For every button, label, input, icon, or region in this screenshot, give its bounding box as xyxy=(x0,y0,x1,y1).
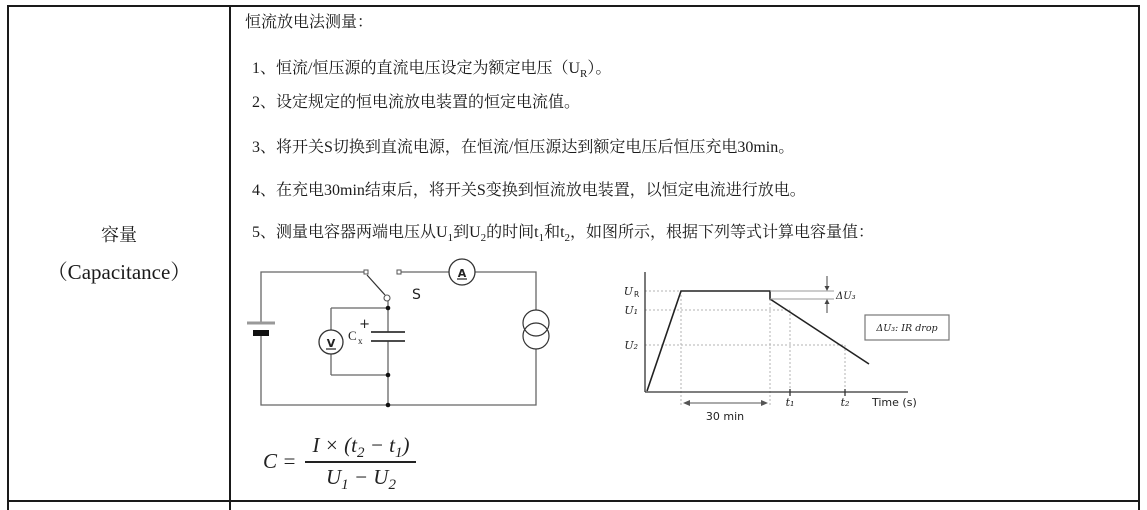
switch-label: S xyxy=(412,287,421,303)
method-title: 恒流放电法测量： xyxy=(245,14,374,31)
capacitor-icon xyxy=(371,332,405,341)
measurement-step-2: 2、设定规定的恒电流放电装置的恒定电流值。 xyxy=(252,94,581,111)
formula-denominator: $U_1 - U_2$ xyxy=(325,465,396,494)
y-label-u2: U₂ xyxy=(624,339,638,352)
capacitor-label-sub: x xyxy=(358,336,363,346)
battery-icon xyxy=(247,323,275,336)
measurement-step-5: 5、测量电容器两端电压从$U_1$到$U_2$的时间$t_1$和$t_2$，如图所示，根据下列等式计算电容量值： xyxy=(252,224,875,245)
table-row-divider xyxy=(7,500,1140,502)
ammeter-label: A xyxy=(457,267,467,280)
x-axis-title: Time (s) xyxy=(872,396,917,409)
capacitor-label: C xyxy=(348,328,357,343)
voltage-curve xyxy=(647,291,869,391)
circuit-diagram xyxy=(240,252,560,412)
y-label-u1: U₁ xyxy=(624,304,638,317)
duration-label: 30 min xyxy=(705,410,745,423)
formula-numerator: $I \times (t_2 - t_1)$ xyxy=(305,433,416,463)
formula-fraction xyxy=(305,433,416,494)
note-box-text: ΔU₃: IR drop xyxy=(876,323,938,334)
measurement-step-1: 1、恒流/恒压源的直流电压设定为额定电压$(U_R)$。 xyxy=(252,60,612,81)
measurement-step-3: 3、将开关S切换到直流电源，在恒流/恒压源达到额定电压后恒压充电30min。 xyxy=(252,139,795,156)
delta-u3-label: ΔU₃ xyxy=(836,291,856,302)
row-header-cell xyxy=(9,0,229,500)
switch-icon xyxy=(364,270,401,301)
polarity-plus-label: + xyxy=(359,317,370,332)
circuit-wires xyxy=(261,272,536,405)
voltmeter-label: V xyxy=(326,337,336,350)
ir-drop-annotation xyxy=(770,276,834,313)
x-label-t1: t₁ xyxy=(785,396,795,409)
duration-arrow xyxy=(683,400,768,406)
current-source-icon xyxy=(523,310,549,349)
capacitance-formula xyxy=(263,433,416,494)
discharge-graph xyxy=(605,262,955,432)
row-header-en: （Capacitance） xyxy=(46,260,192,284)
x-label-t2: t₂ xyxy=(840,396,850,409)
y-label-ur-sub: R xyxy=(634,290,640,299)
y-label-ur: U xyxy=(623,285,633,298)
table-column-divider xyxy=(229,5,231,510)
formula-lhs: C = xyxy=(263,449,297,473)
measurement-step-4: 4、在充电30min结束后，将开关S变换到恒流放电装置，以恒定电流进行放电。 xyxy=(252,182,806,199)
row-header-zh: 容量 xyxy=(101,225,137,245)
